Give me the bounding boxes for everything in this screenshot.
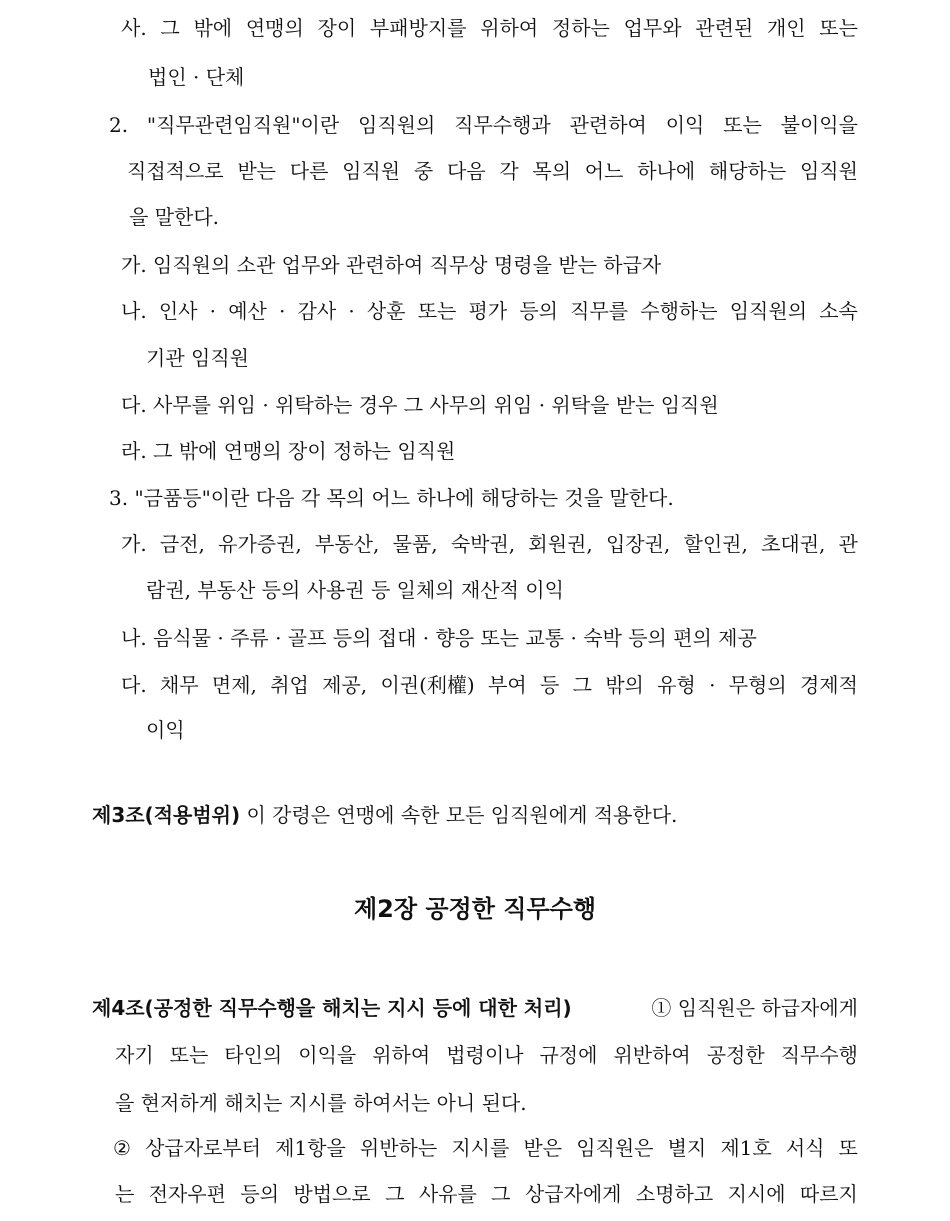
word: 방법으로 [293,1182,371,1206]
article2-item3-da-line2: 이익 [146,718,185,742]
word: 이익 [665,113,705,137]
word: 밖의 [605,673,644,697]
chapter2-heading: 제2장 공정한 직무수행 [353,895,597,923]
word: 사유를 [418,1182,477,1206]
word: 직무를 [570,299,629,323]
word: 불이익을 [780,113,858,137]
article4-title-line [92,995,858,1021]
word: 그 [160,16,180,40]
word: 그 [491,1182,511,1206]
article2-item3-ga-line1 [121,531,858,557]
word: 그 [385,1182,405,1206]
word: · [209,299,217,323]
word: 또는 [417,299,457,323]
word: 서식 [785,1136,825,1160]
article4-p1-line3: 을 현저하게 해치는 지시를 하여서는 아니 된다. [115,1091,527,1115]
word: 직접적으로 [127,159,224,183]
word: 초대권, [761,532,826,556]
word: 업무와 [623,16,682,40]
word: 받는 [237,159,276,183]
word: 숙박권, [450,532,516,556]
word: 부여 [488,673,527,697]
word: 가. [121,532,147,556]
word: 2. [109,113,129,137]
article2-item2-ra: 라. 그 밖에 연맹의 장이 정하는 임직원 [121,439,456,463]
word: 무형의 [728,673,787,697]
word: 별지 [667,1136,707,1160]
word: 공정한 [706,1043,765,1067]
article4-p2-line1 [113,1135,858,1161]
word: 입장권, [605,532,671,556]
word: 또 [838,1136,858,1160]
word: 예산 [228,299,267,323]
word: 제공, [322,673,368,697]
word: 경제적 [799,673,858,697]
word: 관 [838,532,858,556]
word: 다른 [289,159,329,183]
word: 부동산, [315,532,380,556]
word: 하나에 [637,159,696,183]
article2-item2-line1 [109,112,858,138]
word: 임직원의 [358,113,436,137]
word: 지시를 [451,1136,510,1160]
word: 회원권, [528,532,593,556]
article4-p1-line1: ① 임직원은 하급자에게 [651,996,858,1020]
article2-item2-da: 다. 사무를 위임 · 위탁하는 경우 그 사무의 위임 · 위탁을 받는 임직원 [121,393,719,417]
article2-item1-sa-line1 [121,15,858,41]
word: 감사 [297,299,337,323]
word: 취업 [270,673,309,697]
word: 정하는 [551,16,610,40]
word: 등 [539,673,560,697]
word: · [348,299,355,323]
word: 개인 [766,16,806,40]
word: 물품, [392,532,438,556]
word: 위하여 [480,16,539,40]
word: 타인의 [224,1043,283,1067]
word: 법령이나 [446,1043,524,1067]
word: 다음 [446,159,486,183]
article4-p1-line2 [115,1042,858,1068]
word: 위하여 [372,1043,431,1067]
word: 자기 [115,1043,154,1067]
article2-item2-ga: 가. 임직원의 소관 업무와 관련하여 직무상 명령을 받는 하급자 [121,253,662,277]
word: 제1항을 [275,1136,346,1160]
word: 받은 [523,1136,563,1160]
article2-item2-line3: 을 말한다. [129,205,219,229]
word: 유가증권, [218,532,302,556]
word: 이익을 [298,1043,357,1067]
article4-p2-line2 [115,1181,858,1207]
article2-item3-da-line1 [121,672,858,698]
word: 목의 [532,159,572,183]
article4-title: 제4조(공정한 직무수행을 해치는 지시 등에 대한 처리) [92,996,572,1020]
word: 위반하는 [359,1136,438,1160]
word: 따르지 [799,1182,858,1206]
article2-item3-line1: 3. "금품등"이란 다음 각 목의 어느 하나에 해당하는 것을 말한다. [109,486,674,510]
word: 직무수행 [780,1043,858,1067]
word: ② [113,1136,131,1160]
word: 제1호 [720,1136,772,1160]
word: 나. [121,299,147,323]
word: 상훈 [366,299,406,323]
word: 수행하는 [640,299,718,323]
article2-item3-na: 나. 음식물 · 주류 · 골프 등의 접대 · 향응 또는 교통 · 숙박 등의 편의 제공 [121,626,757,650]
word: 규정에 [539,1043,598,1067]
word: 해당하는 [708,159,787,183]
word: · [279,299,286,323]
word: 등의 [240,1182,280,1206]
word: 임직원은 [576,1136,654,1160]
word: 전자우편 [148,1182,226,1206]
word: 면제, [211,673,257,697]
word: 금전, [159,532,205,556]
word: "직무관련임직원"이란 [146,113,340,137]
article2-item2-na-line2: 기관 임직원 [146,346,249,370]
word: 상급자에게 [524,1182,622,1206]
word: 연맹의 [245,16,304,40]
word: 각 [499,159,519,183]
word: 밖에 [193,16,233,40]
article2-item1-sa-line2: 법인 · 단체 [148,65,245,89]
article3-line [92,802,677,828]
word: 사. [121,16,147,40]
word: 임직원 [342,159,401,183]
word: 또는 [819,16,858,40]
word: 임직원 [799,159,858,183]
article3-title: 제3조(적용범위) [92,803,241,827]
word: 위반하여 [613,1043,691,1067]
word: 등의 [519,299,558,323]
word: 지시에 [727,1182,786,1206]
word: 소속 [819,299,858,323]
word: · [709,673,716,697]
word: 이권(利權) [380,673,475,697]
word: 채무 [159,673,199,697]
word: 관련된 [695,16,754,40]
word: 직무수행과 [454,113,551,137]
word: 관련하여 [569,113,647,137]
article3-body: 이 강령은 연맹에 속한 모든 임직원에게 적용한다. [246,803,678,827]
word: 또는 [723,113,762,137]
article2-item2-line2 [127,158,858,184]
word: 할인권, [683,532,748,556]
word: 유형 [657,673,696,697]
word: 소명하고 [635,1182,714,1206]
word: 인사 [158,299,198,323]
word: 다. [121,673,147,697]
word: 그 [572,673,592,697]
word: 평가 [468,299,508,323]
word: 중 [413,159,434,183]
article2-item2-na-line1 [121,298,858,324]
word: 또는 [169,1043,209,1067]
word: 어느 [584,159,624,183]
word: 상급자로부터 [145,1136,261,1160]
word: 는 [115,1182,135,1206]
article2-item3-ga-line2: 람권, 부동산 등의 사용권 등 일체의 재산적 이익 [146,578,564,602]
word: 임직원의 [729,299,808,323]
word: 장이 [317,16,357,40]
word: 부패방지를 [369,16,467,40]
